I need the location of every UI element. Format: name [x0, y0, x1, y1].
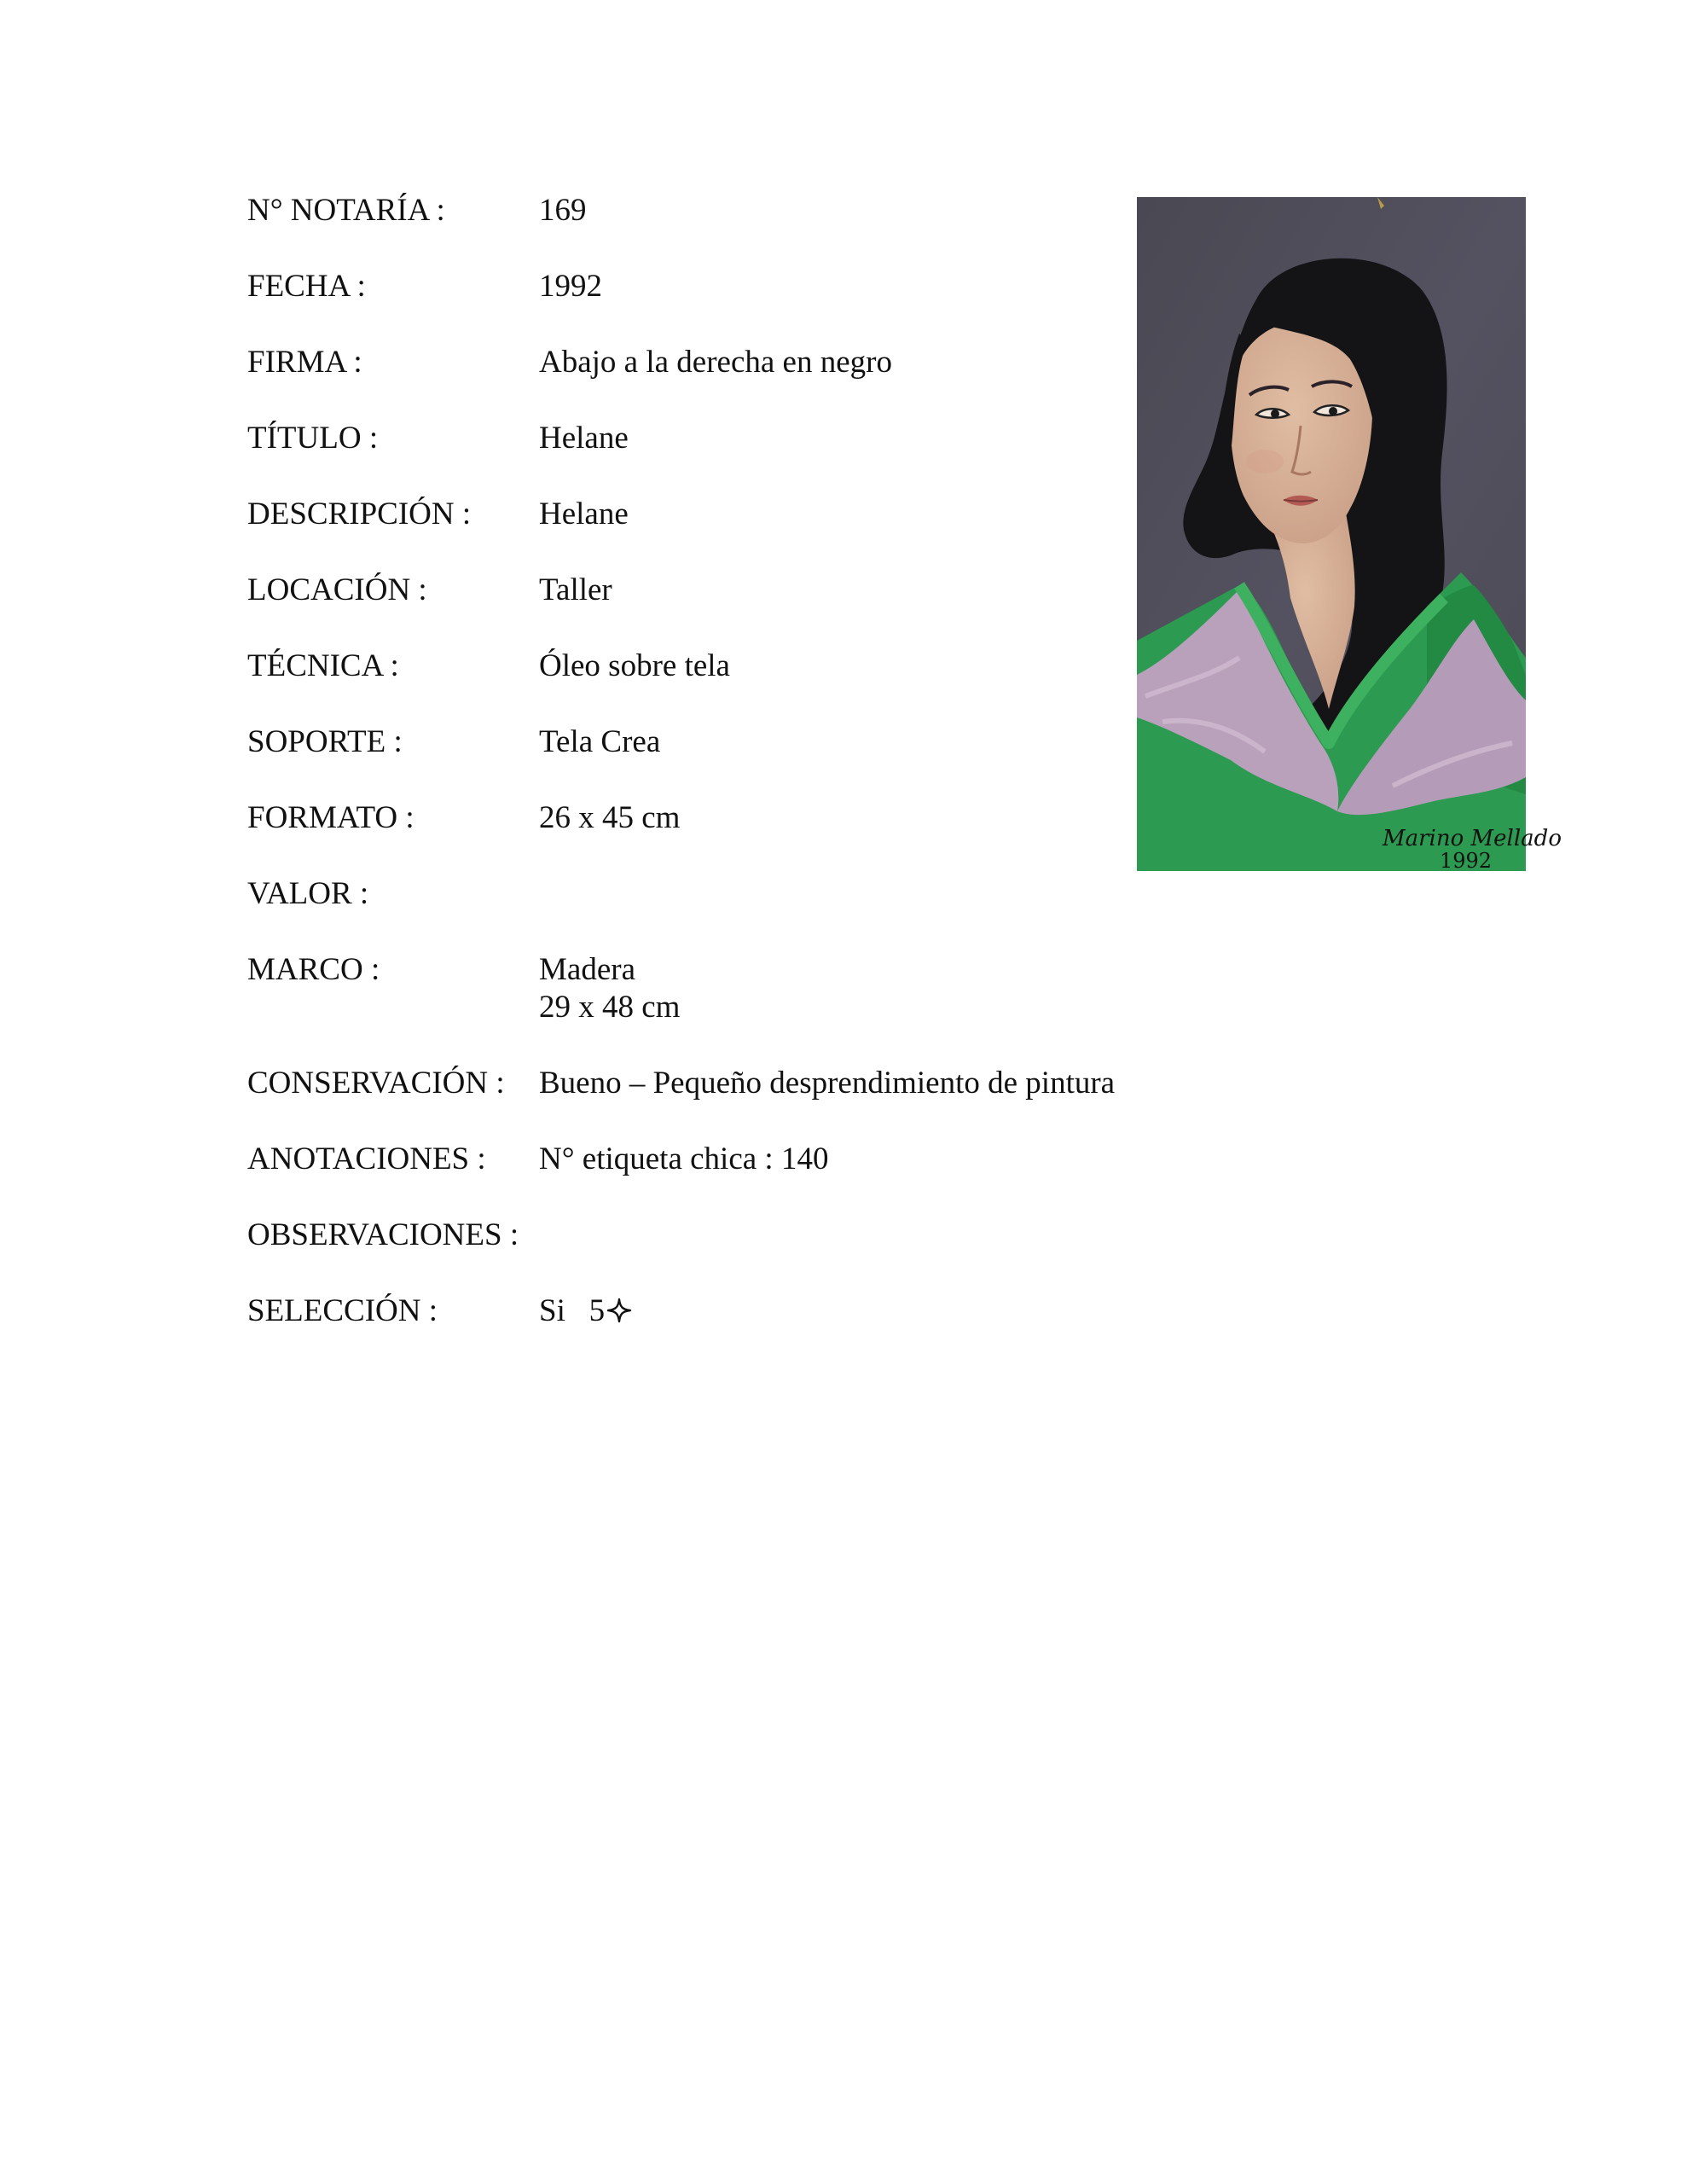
field-row-notaria	[247, 192, 1228, 229]
field-label: MARCO :	[247, 952, 380, 987]
field-label: ANOTACIONES :	[247, 1141, 486, 1176]
artwork-record-fields	[247, 192, 1228, 1368]
field-row-locacion	[247, 572, 1228, 609]
field-value: N° etiqueta chica : 140	[539, 1141, 829, 1176]
field-value: 26 x 45 cm	[539, 800, 681, 835]
field-label: SELECCIÓN :	[247, 1293, 438, 1328]
field-label: FIRMA :	[247, 345, 362, 380]
field-row-fecha	[247, 268, 1228, 305]
field-label: OBSERVACIONES :	[247, 1217, 519, 1252]
four-point-star-icon	[606, 1298, 632, 1323]
field-label: FECHA :	[247, 269, 366, 304]
painting-signature-year: 1992	[1440, 849, 1493, 873]
field-label: VALOR :	[247, 876, 369, 911]
selection-value: Si 5	[539, 1293, 606, 1328]
field-row-firma	[247, 344, 1228, 381]
field-value: Taller	[539, 572, 612, 607]
field-row-anotaciones	[247, 1141, 1228, 1178]
field-label: TÉCNICA :	[247, 648, 399, 683]
field-label: CONSERVACIÓN :	[247, 1066, 505, 1101]
field-value: 169	[539, 193, 587, 228]
field-row-observaciones	[247, 1217, 1228, 1254]
field-value: Abajo a la derecha en negro	[539, 345, 892, 380]
frame-size: 29 x 48 cm	[539, 990, 681, 1025]
field-row-marco	[247, 951, 1228, 1026]
field-row-conservacion	[247, 1065, 1228, 1102]
field-row-descripcion	[247, 496, 1228, 533]
field-row-tecnica	[247, 648, 1228, 685]
field-row-seleccion	[247, 1292, 1228, 1330]
field-value: Tela Crea	[539, 724, 661, 759]
painting-signature: Marino Mellado	[1383, 826, 1562, 851]
painting-photo	[1137, 197, 1562, 873]
field-row-valor	[247, 875, 1228, 913]
field-value: 1992	[539, 269, 602, 304]
field-label: TÍTULO :	[247, 421, 379, 456]
portrait-painting	[1137, 197, 1562, 873]
field-label: DESCRIPCIÓN :	[247, 497, 472, 531]
field-value: Helane	[539, 421, 629, 456]
field-value: Helane	[539, 497, 629, 531]
field-value: Bueno – Pequeño desprendimiento de pintura	[539, 1066, 1116, 1101]
frame-material: Madera	[539, 952, 635, 987]
field-row-soporte	[247, 723, 1228, 761]
field-row-formato	[247, 799, 1228, 837]
field-row-titulo	[247, 420, 1228, 457]
field-value: Óleo sobre tela	[539, 648, 730, 683]
field-label: FORMATO :	[247, 800, 415, 835]
field-label: N° NOTARÍA :	[247, 193, 445, 228]
field-label: LOCACIÓN :	[247, 572, 427, 607]
field-value	[539, 951, 680, 1026]
field-label: SOPORTE :	[247, 724, 403, 759]
field-value	[539, 1292, 632, 1330]
